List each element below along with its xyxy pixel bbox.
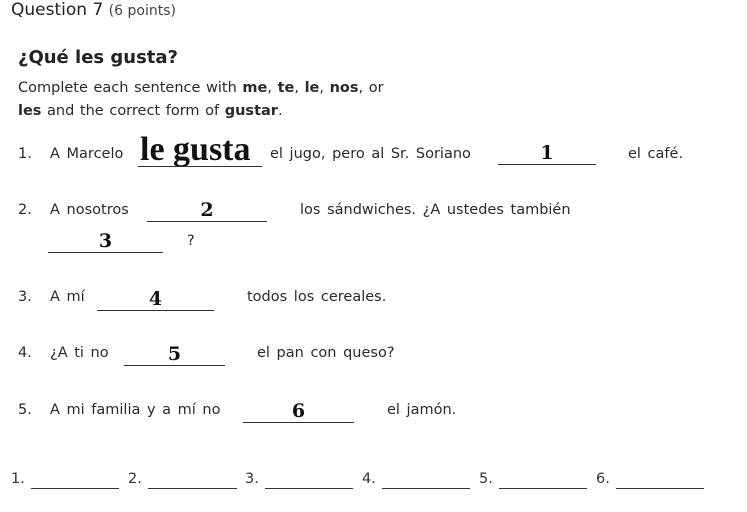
separator: .: [277, 103, 283, 119]
item-number: 3.: [18, 289, 32, 305]
word-gustar: gustar: [224, 103, 278, 119]
item-4-prefix: ¿A ti no: [50, 345, 109, 361]
blank-6: 6: [243, 400, 354, 423]
instructions-line-1: [18, 80, 384, 96]
blank-5: 5: [124, 343, 225, 366]
answer-input-3[interactable]: [265, 487, 353, 489]
item-1-prefix: A Marcelo: [50, 146, 124, 162]
item-5-prefix: A mi familia y a mí no: [50, 402, 221, 418]
separator: ,: [294, 80, 305, 96]
item-5-suffix: el jamón.: [387, 402, 457, 418]
blank-1: 1: [498, 142, 596, 165]
item-number: 2.: [18, 202, 32, 218]
word-nos: nos: [329, 80, 359, 96]
item-1-suffix: el café.: [628, 146, 684, 162]
answer-label-3: 3.: [245, 471, 259, 487]
example-underline: [138, 166, 262, 167]
instructions-text: and the correct form of: [41, 103, 225, 119]
item-number: 1.: [18, 146, 32, 162]
answer-input-5[interactable]: [499, 487, 587, 489]
question-header: [11, 0, 176, 20]
word-les: les: [18, 103, 42, 119]
answer-input-4[interactable]: [382, 487, 470, 489]
item-number: 5.: [18, 402, 32, 418]
answer-label-6: 6.: [596, 471, 610, 487]
answer-input-6[interactable]: [616, 487, 704, 489]
item-2-question-mark: ?: [187, 233, 195, 249]
item-3-prefix: A mí: [50, 289, 85, 305]
separator: , or: [358, 80, 384, 96]
item-number: 4.: [18, 345, 32, 361]
instructions-line-2: [18, 103, 283, 119]
question-points: (6 points): [108, 3, 176, 19]
word-le: le: [304, 80, 320, 96]
word-me: me: [242, 80, 268, 96]
answer-input-1[interactable]: [31, 487, 119, 489]
separator: ,: [267, 80, 278, 96]
item-2-suffix: los sándwiches. ¿A ustedes también: [300, 202, 571, 218]
separator: ,: [319, 80, 330, 96]
example-answer: le gusta: [140, 131, 251, 168]
item-2-prefix: A nosotros: [50, 202, 129, 218]
instructions-text: Complete each sentence with: [18, 80, 243, 96]
item-3-suffix: todos los cereales.: [247, 289, 387, 305]
answer-label-2: 2.: [128, 471, 142, 487]
blank-3: 3: [48, 230, 163, 253]
blank-4: 4: [97, 288, 214, 311]
answer-input-2[interactable]: [148, 487, 237, 489]
question-title: Question 7: [11, 0, 104, 20]
blank-2: 2: [147, 199, 267, 222]
item-4-suffix: el pan con queso?: [257, 345, 395, 361]
item-1-middle: el jugo, pero al Sr. Soriano: [270, 146, 471, 162]
exercise-title: ¿Qué les gusta?: [18, 47, 178, 68]
answer-label-4: 4.: [362, 471, 376, 487]
answer-label-5: 5.: [479, 471, 493, 487]
answer-label-1: 1.: [11, 471, 25, 487]
word-te: te: [277, 80, 295, 96]
